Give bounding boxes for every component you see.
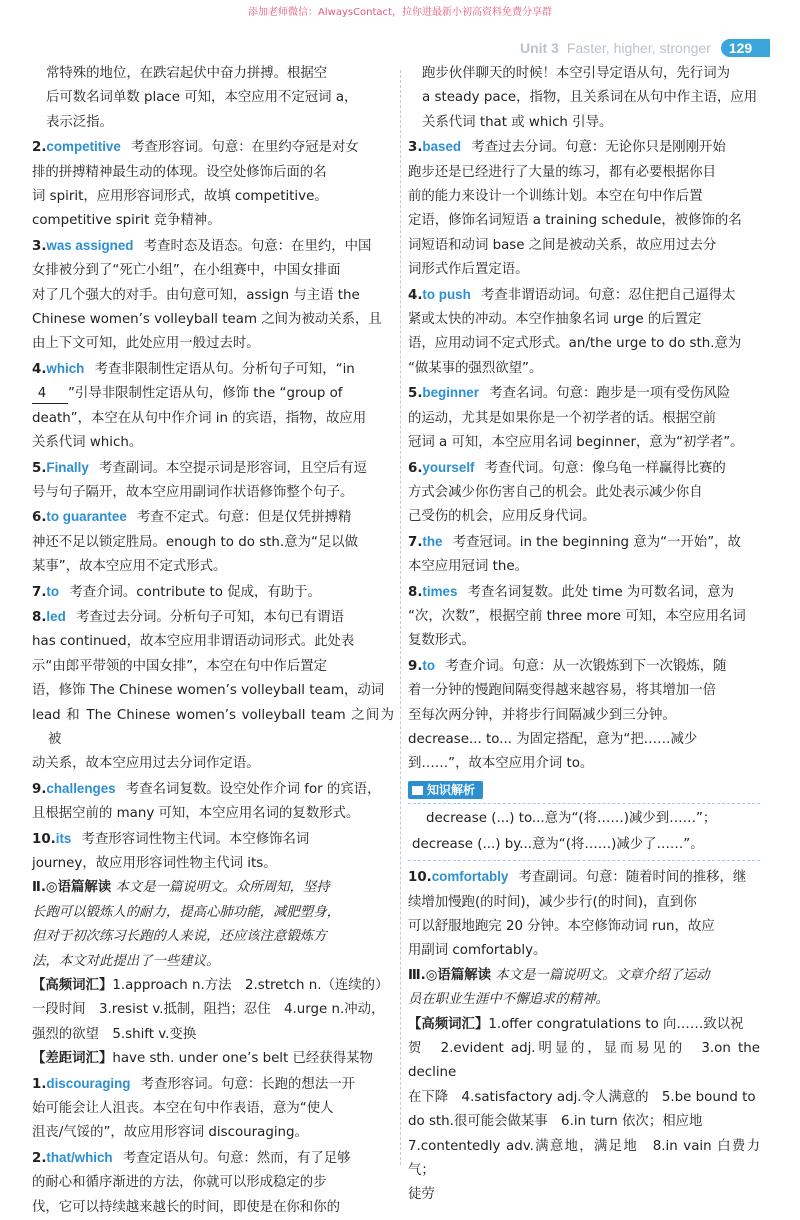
text-line: 1.approach n.方法 2.stretch n.（连续的）: [112, 978, 389, 994]
text-line: 常特殊的地位，在跌宕起伏中奋力拼搏。根据空: [46, 66, 328, 81]
item-number: 8.: [32, 609, 47, 625]
text-line: 语，修饰 The Chinese women’s volleyball team，动词: [32, 683, 385, 699]
text-line: journey，故应用形容词性物主代词 its。: [32, 856, 277, 871]
text-line: 法，本文对此提出了一些建议。: [32, 953, 220, 969]
continued-text: [408, 62, 760, 135]
text-line: 女排被分到了“死亡小组”，在小组赛中，中国女排面: [32, 263, 341, 279]
text-line: 考查代词。句意：像乌龟一样赢得比赛的: [484, 460, 726, 476]
text-line: 考查过去分词。分析句子可知，本句已有谓语: [76, 609, 344, 625]
answer-word: based: [422, 139, 462, 155]
blank-number: 4: [32, 385, 68, 404]
answer-word: challenges: [46, 780, 116, 796]
answer-item-ii-4: [408, 283, 760, 382]
text-line: 己受伤的机会，应用反身代词。: [408, 509, 596, 525]
text-line: Chinese women’s volleyball team 之间为被动关系，且: [32, 312, 382, 328]
answer-item-5: [32, 456, 394, 506]
answer-item-ii-6: [408, 456, 760, 530]
text-line: 动关系，故本空应用过去分词作定语。: [32, 756, 260, 772]
answer-item-ii-2: [32, 1146, 394, 1220]
item-number: 1.: [32, 1076, 47, 1092]
text-line: 沮丧/气馁的”，故应用形容词 discouraging。: [32, 1125, 308, 1141]
text-line: 考查形容词。句意：长跑的想法一开: [140, 1076, 355, 1092]
vocab-label: 【高频词汇】: [32, 978, 113, 994]
text-line: 用副词 comfortably。: [408, 943, 547, 959]
knowledge-tag: [408, 781, 483, 799]
unit-label: Unit 3: [520, 40, 559, 56]
text-line: have sth. under one’s belt 已经获得某物: [112, 1051, 373, 1067]
text-line: decrease... to... 为固定搭配，意为“把……减少: [408, 731, 698, 747]
text-line: 1.offer congratulations to 向……致以祝: [488, 1016, 744, 1032]
text-line: 至每次两分钟，并将步行间隔减少到三分钟。: [408, 707, 676, 723]
text-line: decrease (...) to...意为“(将……)减少到……”；: [426, 811, 717, 827]
answer-item-9: [32, 777, 394, 827]
item-number: 8.: [408, 584, 423, 600]
text-line: 考查名词。句意：跑步是一项有受伤风险: [489, 386, 731, 402]
text-line: 考查介词。句意：从一次锻炼到下一次锻炼，随: [445, 658, 727, 674]
text-line: competitive spirit 竞争精神。: [32, 213, 221, 229]
left-column: [32, 62, 394, 1220]
text-line: 排的拼搏精神最生动的体现。设空处修饰后面的名: [32, 164, 327, 180]
text-line: 续增加慢跑(的时间)，减少步行(的时间)，直到你: [408, 894, 697, 910]
text-line: 考查过去分词。句意：无论你只是刚刚开始: [471, 140, 726, 156]
answer-word: was assigned: [46, 237, 134, 253]
item-number: 7.: [32, 584, 47, 600]
text-line: 考查介词。contribute to 促成，有助于。: [69, 584, 321, 600]
text-line: 后可数名词单数 place 可知，本空应用不定冠词 a，: [46, 90, 358, 106]
answer-item-6: [32, 505, 394, 579]
text-line: “做某事的强烈欲望”。: [408, 360, 543, 376]
item-number: 5.: [408, 386, 423, 402]
text-line: 一段时间 3.resist v.抵制，阻挡；忍住 4.urge n.冲动，: [32, 1002, 385, 1018]
section-title: Ⅲ.◎语篇解读: [408, 967, 491, 983]
text-line: 紧或太快的冲动。本空作抽象名词 urge 的后置定: [408, 312, 702, 328]
item-number: 10.: [32, 831, 56, 847]
section-3-overview: [408, 964, 760, 1013]
vocab-label: 【高频词汇】: [408, 1016, 489, 1032]
answer-word: led: [46, 608, 66, 624]
text-line: 词 spirit，应用形容词形式，故填 competitive。: [32, 189, 328, 205]
text-line: 强烈的欲望 5.shift v.变换: [32, 1026, 197, 1042]
text-line: death”，本空在从句中作介词 in 的宾语，指物，故应用: [32, 410, 367, 426]
answer-word: times: [422, 583, 458, 599]
text-line: 前的能力来设计一个训练计划。本空在句中作后置: [408, 189, 703, 205]
text-line: 的耐心和循序渐进的方法，你就可以形成稳定的步: [32, 1175, 327, 1191]
text-line: 关系代词 that 或 which 引导。: [422, 114, 613, 130]
text-line: 的运动，尤其是如果你是一个初学者的话。根据空前: [408, 410, 716, 426]
text-line: 考查时态及语态。句意：在里约，中国: [143, 238, 372, 254]
text-line: 考查形容词。句意：在里约夺冠是对女: [131, 140, 359, 156]
text-line: “次，次数”，根据空前 three more 可知，本空应用名词: [408, 608, 746, 624]
section-2-overview: [32, 876, 394, 974]
text-line: do sth.很可能会做某事 6.in turn 依次；相应地: [408, 1114, 703, 1130]
text-line: 长跑可以锻炼人的耐力，提高心肺功能，减肥塑身，: [32, 904, 340, 920]
text-line: 可以舒服地跑完 20 分钟。本空修饰动词 run，故应: [408, 919, 715, 934]
text-line: 示“由郎平带领的中国女排”，本空在句中作后置定: [32, 658, 328, 674]
item-number: 2.: [32, 1150, 47, 1166]
text-line: 表示泛指。: [46, 114, 113, 130]
text-line: 徒劳: [408, 1187, 435, 1203]
text-line: 神还不足以锁定胜局。enough to do sth.意为“足以做: [32, 534, 359, 550]
text-line: has continued，故本空应用非谓语动词形式。此处表: [32, 634, 355, 650]
answer-item-ii-8: [408, 580, 760, 654]
page-header: [520, 38, 770, 58]
vocab-gap: [32, 1047, 394, 1071]
text-line: 跑步伙伴聊天的时候！本空引导定语从句，先行词为: [422, 66, 730, 81]
answer-word: to: [422, 657, 436, 673]
text-line: 词短语和动词 base 之间是被动关系，故应用过去分: [408, 237, 717, 253]
item-number: 6.: [408, 460, 423, 476]
book-icon: [412, 786, 423, 795]
text-line: 伐，它可以持续越来越长的时间，即使是在你和你的: [32, 1199, 340, 1215]
text-line: 考查副词。句意：随着时间的推移，继: [518, 870, 747, 886]
knowledge-box: [408, 803, 760, 861]
text-line: 由上下文可知，此处应用一般过去时。: [32, 336, 260, 352]
text-line: 复数形式。: [408, 633, 475, 649]
answer-item-4: [32, 357, 394, 456]
text-line: 在下降 4.satisfactory adj.令人满意的 5.be bound to: [408, 1089, 756, 1105]
answer-word: its: [55, 830, 72, 846]
text-line: 某事”，故本空应用不定式形式。: [32, 559, 227, 575]
text-line: lead 和 The Chinese women’s volleyball team 之间为被: [32, 707, 394, 747]
item-number: 3.: [408, 140, 423, 156]
text-line: 考查副词。本空提示词是形容词，且空后有逗: [99, 460, 367, 476]
text-line: 本文是一篇说明文。文章介绍了运动: [495, 967, 710, 983]
text-line: 考查非谓语动词。句意：忍住把自己逼得太: [481, 287, 736, 303]
page-number: 129: [721, 39, 770, 57]
text-line: 本空应用冠词 the。: [408, 559, 528, 575]
answer-item-ii-3: [408, 135, 760, 282]
text-line: 考查非限制性定语从句。分析句子可知，“in: [94, 361, 355, 377]
continued-text: [32, 62, 394, 135]
text-line: ”引导非限制性定语从句，修饰 the “group of: [68, 386, 343, 402]
answer-word: discouraging: [46, 1075, 131, 1091]
answer-word: the: [422, 533, 443, 549]
text-line: 员在职业生涯中不懈追求的精神。: [408, 992, 609, 1008]
text-line: 方式会减少你伤害自己的机会。此处表示减少你自: [408, 484, 703, 500]
text-line: decrease (...) by...意为“(将……)减少了……”。: [412, 837, 704, 853]
item-number: 4.: [32, 361, 47, 377]
text-line: 本文是一篇说明文。众所周知，坚持: [115, 880, 330, 896]
item-number: 9.: [408, 658, 423, 674]
text-line: 且根据空前的 many 可知，本空应用名词的复数形式。: [32, 806, 360, 822]
text-line: 7.contentedly adv.满意地，满足地 8.in vain 白费力气；: [408, 1138, 760, 1179]
column-divider: [400, 70, 401, 1165]
answer-word: which: [46, 360, 85, 376]
text-line: 号与句子隔开，故本空应用副词作状语修饰整个句子。: [32, 484, 354, 500]
text-line: 考查冠词。in the beginning 意为“一开始”，故: [452, 534, 741, 550]
text-line: 词形式作后置定语。: [408, 262, 529, 278]
answer-word: Finally: [46, 459, 89, 475]
watermark: 添加老师微信：AlwaysContact，拉你进最新小初高资料免费分享群: [248, 7, 552, 18]
text-line: 贺 2.evident adj.明显的，显而易见的 3.on the decline: [408, 1041, 760, 1081]
item-number: 3.: [32, 238, 47, 254]
knowledge-tag-label: 知识解析: [427, 782, 476, 797]
answer-item-ii-9: [408, 654, 760, 777]
text-line: 冠词 a 可知，本空应用名词 beginner，意为“初学者”。: [408, 435, 744, 451]
unit-subtitle: Faster, higher, stronger: [566, 40, 711, 56]
item-number: 9.: [32, 781, 47, 797]
section-title: Ⅱ.◎语篇解读: [32, 880, 112, 896]
answer-word: comfortably: [431, 869, 509, 885]
text-line: a steady pace，指物，且关系词在从句中作主语，应用: [422, 90, 758, 106]
text-line: 关系代词 which。: [32, 435, 143, 451]
answer-word: to push: [422, 286, 471, 302]
answer-word: beginner: [422, 385, 479, 401]
answer-item-ii-1: [32, 1072, 394, 1146]
item-number: 10.: [408, 870, 432, 886]
text-line: 考查名词复数。设空处作介词 for 的宾语，: [125, 781, 381, 797]
text-line: 到……”，故本空应用介词 to。: [408, 756, 594, 772]
answer-item-3: [32, 234, 394, 357]
text-line: 考查定语从句。句意：然而，有了足够: [122, 1150, 351, 1166]
answer-item-ii-10: [408, 865, 760, 964]
text-line: 对了几个强大的对手。由句意可知，assign 与主语 the: [32, 287, 360, 303]
answer-word: that/which: [46, 1149, 113, 1165]
text-line: 语，应用动词不定式形式。an/the urge to do sth.意为: [408, 336, 742, 352]
vocab-label: 【差距词汇】: [32, 1051, 113, 1067]
knowledge-note: [408, 777, 760, 861]
right-column: [408, 62, 760, 1208]
text-line: 跑步还是已经进行了大量的练习，都有必要根据你目: [408, 164, 716, 180]
text-line: 但对于初次练习长跑的人来说，还应该注意锻炼方: [32, 929, 327, 945]
item-number: 4.: [408, 287, 423, 303]
answer-item-8: [32, 605, 394, 777]
answer-word: yourself: [422, 459, 475, 475]
item-number: 2.: [32, 140, 47, 156]
answer-item-7: [32, 580, 394, 605]
text-line: 考查名词复数。此处 time 为可数名词，意为: [467, 584, 735, 600]
answer-word: to: [46, 583, 60, 599]
answer-item-10: [32, 827, 394, 877]
text-line: 考查形容词性物主代词。本空修饰名词: [81, 831, 310, 847]
answer-item-ii-7: [408, 530, 760, 580]
vocab-high-frequency: [32, 974, 394, 1047]
answer-word: to guarantee: [46, 509, 127, 525]
item-number: 7.: [408, 534, 423, 550]
item-number: 6.: [32, 510, 47, 526]
answer-word: competitive: [46, 139, 121, 155]
text-line: 考查不定式。句意：但是仅凭拼搏精: [137, 510, 352, 526]
text-line: 定语，修饰名词短语 a training schedule，被修饰的名: [408, 213, 742, 229]
answer-item-ii-5: [408, 381, 760, 455]
item-number: 5.: [32, 460, 47, 476]
answer-item-2: [32, 135, 394, 234]
text-line: 始可能会让人沮丧。本空在句中作表语，意为“使人: [32, 1101, 334, 1117]
text-line: 着一分钟的慢跑间隔变得越来越容易，将其增加一倍: [408, 683, 716, 699]
